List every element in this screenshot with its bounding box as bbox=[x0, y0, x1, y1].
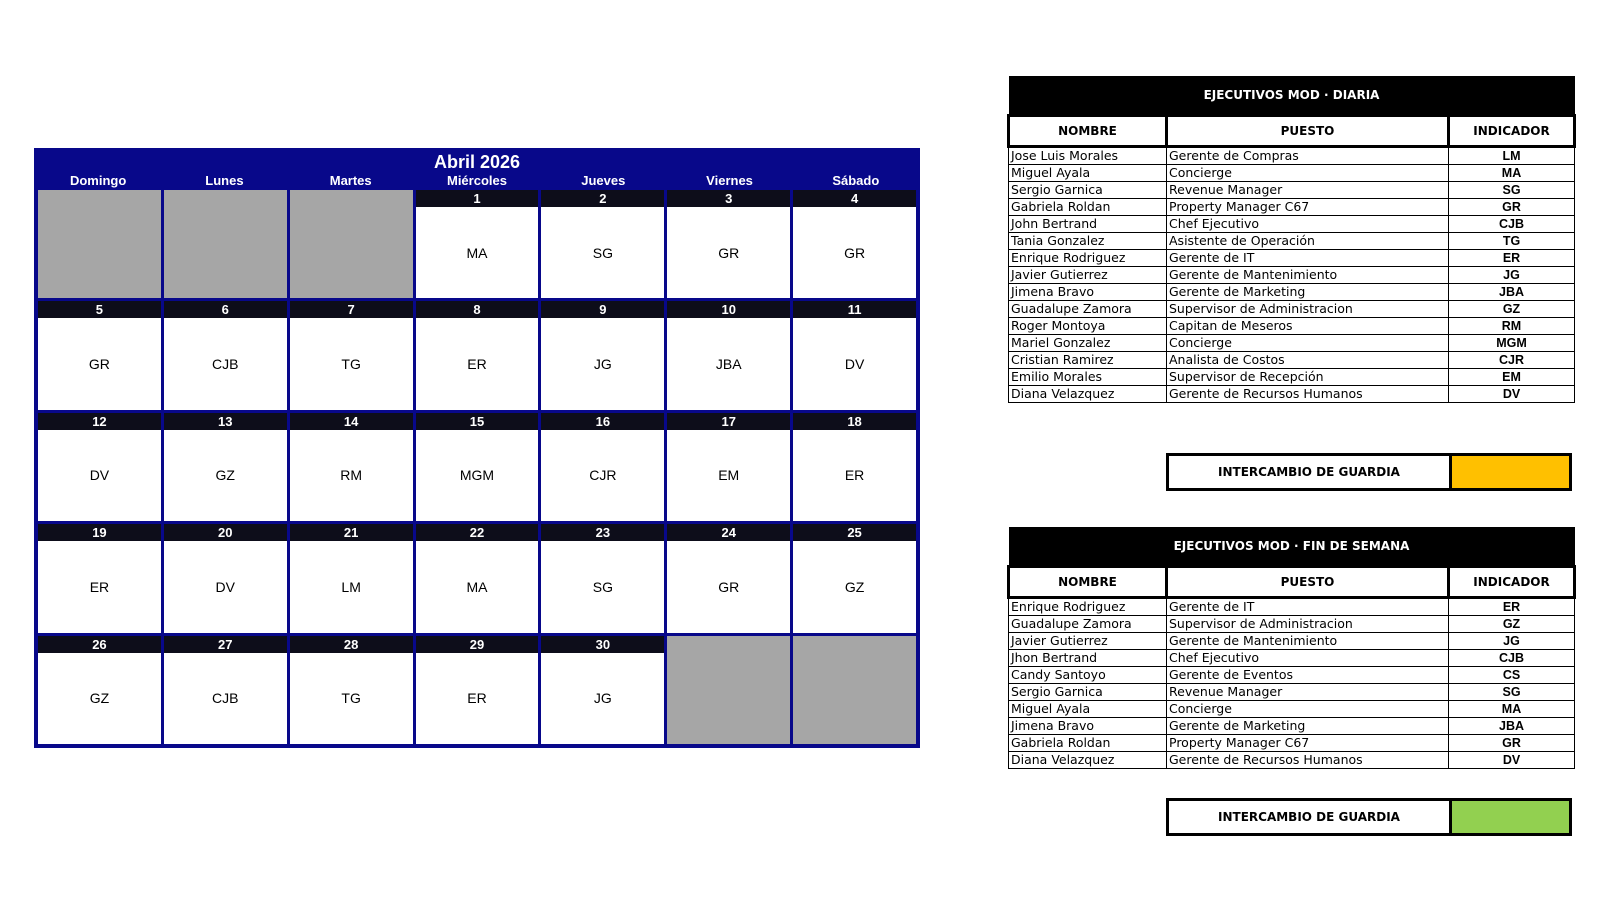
cell-indicador: SG bbox=[1449, 182, 1575, 199]
table-row bbox=[1009, 752, 1575, 769]
cell-puesto: Gerente de Mantenimiento bbox=[1167, 633, 1449, 650]
day-number: 14 bbox=[290, 413, 413, 430]
on-duty-code: DV bbox=[89, 467, 110, 484]
day-number: 9 bbox=[541, 301, 664, 318]
daily-legend-swatch bbox=[1452, 456, 1569, 488]
day-number: 29 bbox=[416, 636, 539, 653]
calendar-day-cell bbox=[793, 301, 916, 409]
calendar-day-cell bbox=[416, 190, 539, 298]
on-duty-code: RM bbox=[340, 467, 363, 484]
cell-puesto: Revenue Manager bbox=[1167, 684, 1449, 701]
table-row bbox=[1009, 250, 1575, 267]
weekend-executives-table bbox=[1007, 527, 1576, 769]
on-duty-code: GR bbox=[844, 244, 866, 261]
cell-nombre: Jimena Bravo bbox=[1009, 718, 1167, 735]
day-number: 30 bbox=[541, 636, 664, 653]
on-duty-code: GR bbox=[718, 244, 740, 261]
cell-nombre: John Bertrand bbox=[1009, 216, 1167, 233]
day-number: 8 bbox=[416, 301, 539, 318]
calendar-day-cell bbox=[416, 636, 539, 744]
calendar-day-cell bbox=[667, 190, 790, 298]
table-row bbox=[1009, 182, 1575, 199]
cell-indicador: JG bbox=[1449, 633, 1575, 650]
cell-nombre: Javier Gutierrez bbox=[1009, 633, 1167, 650]
day-number: 6 bbox=[164, 301, 287, 318]
day-name: Jueves bbox=[581, 173, 626, 188]
on-duty-code: CJR bbox=[589, 467, 617, 484]
calendar-empty-cell bbox=[793, 636, 916, 744]
table-row bbox=[1009, 650, 1575, 667]
table-row bbox=[1009, 386, 1575, 403]
table-row bbox=[1009, 233, 1575, 250]
cell-puesto: Revenue Manager bbox=[1167, 182, 1449, 199]
calendar-day-cell bbox=[38, 413, 161, 521]
on-duty-code: GZ bbox=[89, 690, 110, 707]
cell-nombre: Enrique Rodriguez bbox=[1009, 250, 1167, 267]
day-number: 23 bbox=[541, 524, 664, 541]
day-number: 15 bbox=[416, 413, 539, 430]
cell-indicador: GR bbox=[1449, 735, 1575, 752]
table-row bbox=[1009, 616, 1575, 633]
table-row bbox=[1009, 301, 1575, 318]
day-name: Lunes bbox=[205, 173, 244, 188]
day-name: Martes bbox=[329, 173, 372, 188]
calendar-day-cell bbox=[164, 636, 287, 744]
day-number: 7 bbox=[290, 301, 413, 318]
table-row bbox=[1009, 735, 1575, 752]
cell-nombre: Diana Velazquez bbox=[1009, 386, 1167, 403]
calendar-empty-cell bbox=[38, 190, 161, 298]
daily-legend-label: INTERCAMBIO DE GUARDIA bbox=[1169, 456, 1452, 488]
cell-puesto: Asistente de Operación bbox=[1167, 233, 1449, 250]
cell-puesto: Gerente de Compras bbox=[1167, 147, 1449, 165]
on-duty-code: ER bbox=[467, 690, 487, 707]
column-header-puesto: PUESTO bbox=[1167, 116, 1449, 147]
cell-indicador: CJB bbox=[1449, 650, 1575, 667]
day-number: 24 bbox=[667, 524, 790, 541]
day-number: 4 bbox=[793, 190, 916, 207]
day-number: 27 bbox=[164, 636, 287, 653]
calendar-day-cell bbox=[541, 524, 664, 632]
table-row bbox=[1009, 701, 1575, 718]
cell-indicador: GR bbox=[1449, 199, 1575, 216]
cell-indicador: EM bbox=[1449, 369, 1575, 386]
table-row bbox=[1009, 318, 1575, 335]
cell-indicador: GZ bbox=[1449, 616, 1575, 633]
cell-indicador: MA bbox=[1449, 165, 1575, 182]
on-duty-code: GZ bbox=[844, 578, 865, 595]
calendar-grid bbox=[38, 190, 916, 744]
cell-indicador: TG bbox=[1449, 233, 1575, 250]
day-number: 26 bbox=[38, 636, 161, 653]
cell-indicador: DV bbox=[1449, 386, 1575, 403]
day-number: 25 bbox=[793, 524, 916, 541]
cell-indicador: SG bbox=[1449, 684, 1575, 701]
day-number: 13 bbox=[164, 413, 287, 430]
cell-indicador: RM bbox=[1449, 318, 1575, 335]
on-duty-code: JG bbox=[593, 690, 612, 707]
daily-table-title: EJECUTIVOS MOD · DIARIA bbox=[1009, 76, 1575, 116]
cell-puesto: Gerente de Marketing bbox=[1167, 718, 1449, 735]
cell-indicador: LM bbox=[1449, 147, 1575, 165]
cell-nombre: Jimena Bravo bbox=[1009, 284, 1167, 301]
cell-puesto: Supervisor de Administracion bbox=[1167, 301, 1449, 318]
cell-nombre: Gabriela Roldan bbox=[1009, 199, 1167, 216]
calendar-day-cell bbox=[793, 190, 916, 298]
column-header-puesto: PUESTO bbox=[1167, 567, 1449, 598]
table-row bbox=[1009, 633, 1575, 650]
column-header-nombre: NOMBRE bbox=[1009, 567, 1167, 598]
on-duty-code: DV bbox=[844, 356, 865, 373]
cell-nombre: Jhon Bertrand bbox=[1009, 650, 1167, 667]
on-duty-code: MGM bbox=[459, 467, 495, 484]
calendar-day-cell bbox=[416, 301, 539, 409]
cell-puesto: Gerente de Marketing bbox=[1167, 284, 1449, 301]
daily-legend bbox=[1166, 453, 1572, 491]
cell-puesto: Gerente de Recursos Humanos bbox=[1167, 386, 1449, 403]
day-name: Miércoles bbox=[446, 173, 507, 188]
table-row bbox=[1009, 147, 1575, 165]
on-duty-code: SG bbox=[592, 244, 613, 261]
cell-nombre: Sergio Garnica bbox=[1009, 684, 1167, 701]
day-number: 20 bbox=[164, 524, 287, 541]
cell-nombre: Candy Santoyo bbox=[1009, 667, 1167, 684]
cell-puesto: Property Manager C67 bbox=[1167, 735, 1449, 752]
on-duty-code: LM bbox=[341, 578, 361, 595]
day-number: 12 bbox=[38, 413, 161, 430]
day-number: 5 bbox=[38, 301, 161, 318]
cell-puesto: Property Manager C67 bbox=[1167, 199, 1449, 216]
on-duty-code: TG bbox=[341, 356, 361, 373]
calendar-day-cell bbox=[38, 524, 161, 632]
calendar-day-cell bbox=[164, 413, 287, 521]
cell-nombre: Guadalupe Zamora bbox=[1009, 301, 1167, 318]
cell-puesto: Gerente de Recursos Humanos bbox=[1167, 752, 1449, 769]
cell-puesto: Capitan de Meseros bbox=[1167, 318, 1449, 335]
on-duty-code: ER bbox=[844, 467, 865, 484]
table-row bbox=[1009, 369, 1575, 386]
cell-nombre: Emilio Morales bbox=[1009, 369, 1167, 386]
day-number: 10 bbox=[667, 301, 790, 318]
cell-nombre: Jose Luis Morales bbox=[1009, 147, 1167, 165]
calendar-empty-cell bbox=[164, 190, 287, 298]
cell-nombre: Tania Gonzalez bbox=[1009, 233, 1167, 250]
table-row bbox=[1009, 598, 1575, 616]
cell-indicador: MGM bbox=[1449, 335, 1575, 352]
column-header-nombre: NOMBRE bbox=[1009, 116, 1167, 147]
calendar-day-cell bbox=[290, 636, 413, 744]
cell-nombre: Javier Gutierrez bbox=[1009, 267, 1167, 284]
cell-indicador: JBA bbox=[1449, 284, 1575, 301]
cell-puesto: Concierge bbox=[1167, 165, 1449, 182]
calendar-empty-cell bbox=[290, 190, 413, 298]
calendar-day-cell bbox=[164, 301, 287, 409]
on-duty-code: MA bbox=[466, 244, 488, 261]
on-duty-code: ER bbox=[467, 356, 487, 373]
calendar-day-cell bbox=[290, 301, 413, 409]
table-row bbox=[1009, 718, 1575, 735]
weekend-legend-label: INTERCAMBIO DE GUARDIA bbox=[1169, 801, 1452, 833]
cell-puesto: Gerente de IT bbox=[1167, 598, 1449, 616]
calendar-day-cell bbox=[667, 413, 790, 521]
cell-puesto: Concierge bbox=[1167, 335, 1449, 352]
cell-nombre: Diana Velazquez bbox=[1009, 752, 1167, 769]
day-number: 18 bbox=[793, 413, 916, 430]
day-number: 1 bbox=[416, 190, 539, 207]
weekend-table-body bbox=[1009, 598, 1575, 769]
cell-puesto: Chef Ejecutivo bbox=[1167, 216, 1449, 233]
cell-puesto: Gerente de IT bbox=[1167, 250, 1449, 267]
cell-puesto: Gerente de Eventos bbox=[1167, 667, 1449, 684]
cell-puesto: Gerente de Mantenimiento bbox=[1167, 267, 1449, 284]
cell-nombre: Guadalupe Zamora bbox=[1009, 616, 1167, 633]
cell-nombre: Cristian Ramirez bbox=[1009, 352, 1167, 369]
cell-nombre: Roger Montoya bbox=[1009, 318, 1167, 335]
calendar-day-cell bbox=[541, 413, 664, 521]
cell-nombre: Miguel Ayala bbox=[1009, 701, 1167, 718]
cell-indicador: DV bbox=[1449, 752, 1575, 769]
calendar-empty-cell bbox=[667, 636, 790, 744]
weekend-table-title: EJECUTIVOS MOD · FIN DE SEMANA bbox=[1009, 527, 1575, 567]
calendar-title: Abril 2026 bbox=[433, 152, 521, 172]
calendar-day-cell bbox=[290, 524, 413, 632]
calendar-day-names bbox=[35, 173, 919, 189]
cell-indicador: CJB bbox=[1449, 216, 1575, 233]
cell-indicador: GZ bbox=[1449, 301, 1575, 318]
on-duty-code: CJB bbox=[212, 690, 239, 707]
cell-indicador: CS bbox=[1449, 667, 1575, 684]
calendar-day-cell bbox=[38, 636, 161, 744]
calendar-day-cell bbox=[667, 524, 790, 632]
day-number: 11 bbox=[793, 301, 916, 318]
calendar-day-cell bbox=[290, 413, 413, 521]
day-number: 3 bbox=[667, 190, 790, 207]
cell-puesto: Chef Ejecutivo bbox=[1167, 650, 1449, 667]
table-row bbox=[1009, 216, 1575, 233]
on-duty-code: JBA bbox=[715, 356, 742, 373]
on-duty-code: DV bbox=[215, 578, 235, 595]
day-name: Domingo bbox=[69, 173, 127, 188]
on-duty-code: MA bbox=[466, 578, 488, 595]
day-number: 21 bbox=[290, 524, 413, 541]
on-duty-code: JG bbox=[593, 356, 612, 373]
calendar-day-cell bbox=[541, 301, 664, 409]
column-header-indicador: INDICADOR bbox=[1449, 116, 1575, 147]
calendar-day-cell bbox=[667, 301, 790, 409]
daily-table-body bbox=[1009, 147, 1575, 403]
day-number: 17 bbox=[667, 413, 790, 430]
calendar-day-cell bbox=[793, 413, 916, 521]
cell-puesto: Analista de Costos bbox=[1167, 352, 1449, 369]
cell-nombre: Gabriela Roldan bbox=[1009, 735, 1167, 752]
calendar bbox=[34, 148, 920, 748]
calendar-day-cell bbox=[541, 636, 664, 744]
day-number: 16 bbox=[541, 413, 664, 430]
cell-indicador: ER bbox=[1449, 250, 1575, 267]
calendar-day-cell bbox=[164, 524, 287, 632]
calendar-day-cell bbox=[793, 524, 916, 632]
table-row bbox=[1009, 165, 1575, 182]
table-row bbox=[1009, 335, 1575, 352]
on-duty-code: TG bbox=[341, 690, 361, 707]
on-duty-code: ER bbox=[89, 578, 110, 595]
on-duty-code: GR bbox=[88, 356, 110, 373]
day-number: 2 bbox=[541, 190, 664, 207]
on-duty-code: GR bbox=[718, 578, 740, 595]
calendar-day-cell bbox=[416, 524, 539, 632]
table-row bbox=[1009, 284, 1575, 301]
on-duty-code: CJB bbox=[212, 356, 239, 373]
cell-indicador: MA bbox=[1449, 701, 1575, 718]
on-duty-code: SG bbox=[592, 578, 613, 595]
table-row bbox=[1009, 684, 1575, 701]
column-header-indicador: INDICADOR bbox=[1449, 567, 1575, 598]
weekend-legend bbox=[1166, 798, 1572, 836]
cell-nombre: Mariel Gonzalez bbox=[1009, 335, 1167, 352]
cell-indicador: CJR bbox=[1449, 352, 1575, 369]
table-row bbox=[1009, 352, 1575, 369]
cell-nombre: Sergio Garnica bbox=[1009, 182, 1167, 199]
day-name: Sábado bbox=[832, 173, 880, 188]
on-duty-code: EM bbox=[718, 467, 740, 484]
weekend-legend-swatch bbox=[1452, 801, 1569, 833]
day-number: 19 bbox=[38, 524, 161, 541]
cell-indicador: ER bbox=[1449, 598, 1575, 616]
calendar-day-cell bbox=[38, 301, 161, 409]
day-number: 22 bbox=[416, 524, 539, 541]
day-number: 28 bbox=[290, 636, 413, 653]
cell-nombre: Miguel Ayala bbox=[1009, 165, 1167, 182]
on-duty-code: GZ bbox=[215, 467, 235, 484]
daily-executives-table bbox=[1007, 76, 1576, 403]
day-name: Viernes bbox=[706, 173, 753, 188]
cell-puesto: Supervisor de Administracion bbox=[1167, 616, 1449, 633]
cell-puesto: Concierge bbox=[1167, 701, 1449, 718]
calendar-day-cell bbox=[416, 413, 539, 521]
cell-nombre: Enrique Rodriguez bbox=[1009, 598, 1167, 616]
calendar-day-cell bbox=[541, 190, 664, 298]
cell-puesto: Supervisor de Recepción bbox=[1167, 369, 1449, 386]
cell-indicador: JG bbox=[1449, 267, 1575, 284]
table-row bbox=[1009, 267, 1575, 284]
cell-indicador: JBA bbox=[1449, 718, 1575, 735]
table-row bbox=[1009, 199, 1575, 216]
table-row bbox=[1009, 667, 1575, 684]
